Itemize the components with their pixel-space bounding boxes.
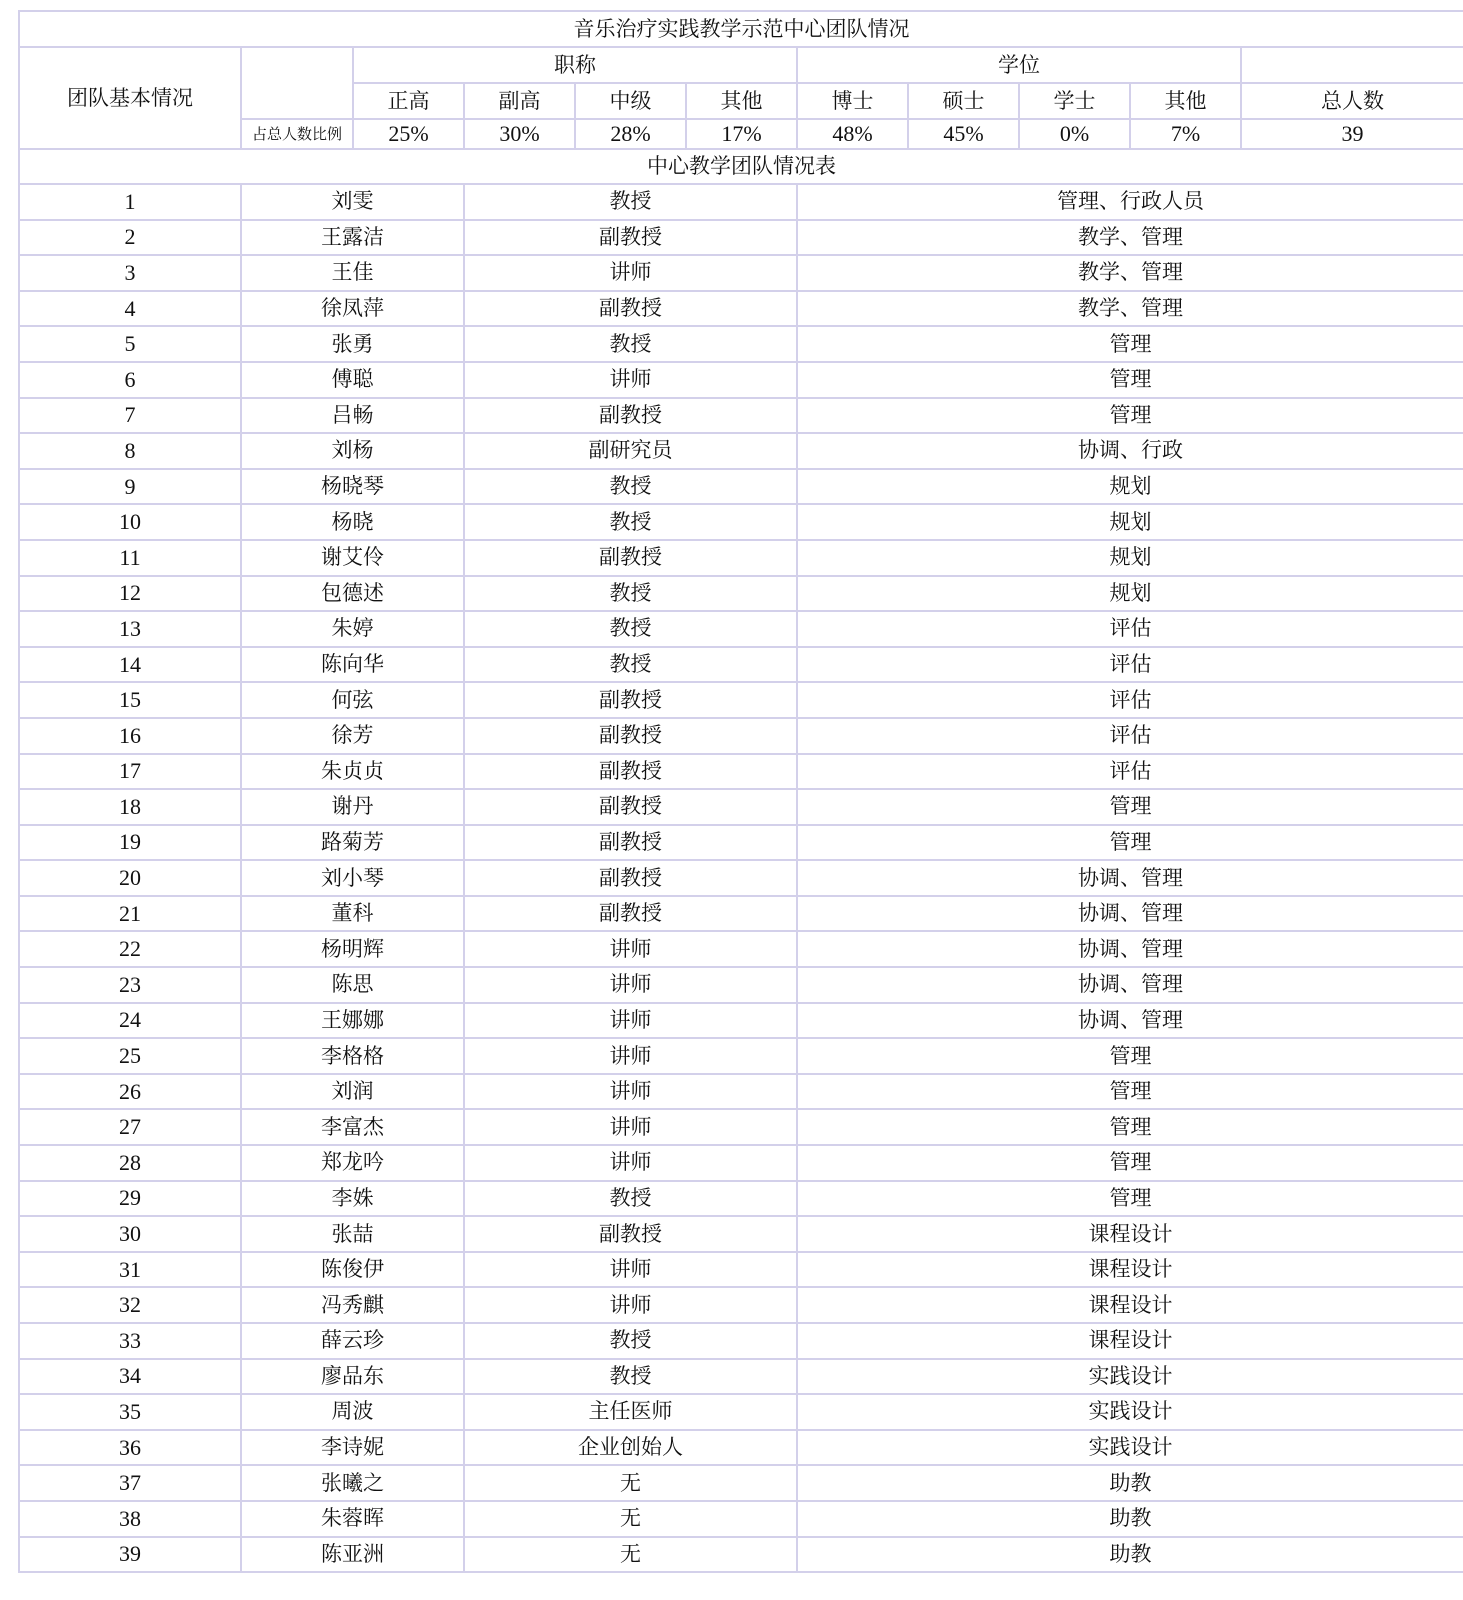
member-role: 评估: [797, 718, 1463, 754]
member-title: 无: [464, 1537, 797, 1573]
table-row: [19, 326, 1463, 362]
title-header-associate: 副高: [464, 83, 575, 119]
member-title: 教授: [464, 184, 797, 220]
total-count: 39: [1241, 119, 1463, 149]
member-role: 管理: [797, 362, 1463, 398]
member-name: 杨明辉: [241, 931, 464, 967]
member-name: 李格格: [241, 1038, 464, 1074]
member-role: 管理: [797, 398, 1463, 434]
member-number: 21: [19, 896, 241, 932]
table-row: [19, 1038, 1463, 1074]
member-title: 教授: [464, 1323, 797, 1359]
member-title: 教授: [464, 647, 797, 683]
member-number: 17: [19, 754, 241, 790]
member-role: 课程设计: [797, 1252, 1463, 1288]
member-title: 无: [464, 1501, 797, 1537]
member-name: 刘杨: [241, 433, 464, 469]
table-row: [19, 1216, 1463, 1252]
member-name: 谢艾伶: [241, 540, 464, 576]
member-role: 协调、行政: [797, 433, 1463, 469]
degree-header-doctor: 博士: [797, 83, 908, 119]
team-table: [18, 10, 1463, 1573]
member-title: 教授: [464, 1359, 797, 1395]
member-name: 路菊芳: [241, 825, 464, 861]
member-number: 12: [19, 576, 241, 612]
member-title: 副教授: [464, 860, 797, 896]
table-row: [19, 789, 1463, 825]
table-row: [19, 860, 1463, 896]
member-title: 讲师: [464, 1038, 797, 1074]
member-name: 廖品东: [241, 1359, 464, 1395]
member-name: 刘润: [241, 1074, 464, 1110]
table-row: [19, 718, 1463, 754]
member-title: 讲师: [464, 967, 797, 1003]
member-number: 38: [19, 1501, 241, 1537]
member-title: 副教授: [464, 1216, 797, 1252]
degree-ratio-doctor: 48%: [797, 119, 908, 149]
member-name: 徐芳: [241, 718, 464, 754]
member-role: 协调、管理: [797, 860, 1463, 896]
member-number: 37: [19, 1465, 241, 1501]
table-row: [19, 1252, 1463, 1288]
member-title: 副研究员: [464, 433, 797, 469]
table-row: [19, 1181, 1463, 1217]
title-ratio-intermediate: 28%: [575, 119, 686, 149]
member-role: 助教: [797, 1537, 1463, 1573]
table-row: [19, 1074, 1463, 1110]
degree-ratio-master: 45%: [908, 119, 1019, 149]
member-title: 教授: [464, 576, 797, 612]
member-role: 助教: [797, 1501, 1463, 1537]
table-row: [19, 754, 1463, 790]
member-title: 讲师: [464, 1252, 797, 1288]
member-role: 规划: [797, 576, 1463, 612]
table-row: [19, 255, 1463, 291]
title-header-professor: 正高: [353, 83, 464, 119]
member-name: 陈亚洲: [241, 1537, 464, 1573]
member-title: 副教授: [464, 682, 797, 718]
member-number: 28: [19, 1145, 241, 1181]
member-number: 7: [19, 398, 241, 434]
member-role: 管理: [797, 1074, 1463, 1110]
member-role: 实践设计: [797, 1394, 1463, 1430]
member-number: 3: [19, 255, 241, 291]
member-role: 评估: [797, 611, 1463, 647]
member-role: 协调、管理: [797, 1003, 1463, 1039]
member-role: 管理: [797, 1038, 1463, 1074]
member-number: 10: [19, 504, 241, 540]
member-name: 陈俊伊: [241, 1252, 464, 1288]
team-sheet: [18, 10, 1443, 1573]
member-number: 34: [19, 1359, 241, 1395]
summary-row-label: 团队基本情况: [19, 47, 241, 149]
member-title: 讲师: [464, 1003, 797, 1039]
member-role: 管理: [797, 1145, 1463, 1181]
member-number: 39: [19, 1537, 241, 1573]
member-title: 副教授: [464, 896, 797, 932]
member-role: 评估: [797, 682, 1463, 718]
member-number: 9: [19, 469, 241, 505]
table-row: [19, 825, 1463, 861]
table-row: [19, 1109, 1463, 1145]
member-number: 25: [19, 1038, 241, 1074]
table-row: [19, 967, 1463, 1003]
table-row: [19, 398, 1463, 434]
member-number: 13: [19, 611, 241, 647]
table-row: [19, 1430, 1463, 1466]
table-row: [19, 1003, 1463, 1039]
member-name: 傅聪: [241, 362, 464, 398]
member-title: 副教授: [464, 825, 797, 861]
member-number: 20: [19, 860, 241, 896]
member-name: 朱蓉晖: [241, 1501, 464, 1537]
member-title: 讲师: [464, 255, 797, 291]
member-role: 教学、管理: [797, 220, 1463, 256]
table-row: [19, 1287, 1463, 1323]
member-title: 副教授: [464, 398, 797, 434]
member-title: 副教授: [464, 220, 797, 256]
table-row: [19, 611, 1463, 647]
member-number: 31: [19, 1252, 241, 1288]
member-number: 32: [19, 1287, 241, 1323]
member-number: 14: [19, 647, 241, 683]
member-name: 吕畅: [241, 398, 464, 434]
member-title: 讲师: [464, 362, 797, 398]
member-number: 29: [19, 1181, 241, 1217]
member-role: 协调、管理: [797, 967, 1463, 1003]
member-number: 36: [19, 1430, 241, 1466]
member-number: 22: [19, 931, 241, 967]
member-role: 评估: [797, 754, 1463, 790]
member-number: 19: [19, 825, 241, 861]
member-name: 冯秀麒: [241, 1287, 464, 1323]
table-row: [19, 504, 1463, 540]
member-title: 教授: [464, 611, 797, 647]
table-row: [19, 1394, 1463, 1430]
member-role: 规划: [797, 469, 1463, 505]
member-number: 4: [19, 291, 241, 327]
member-number: 26: [19, 1074, 241, 1110]
total-group-blank: [1241, 47, 1463, 83]
page-title: 音乐治疗实践教学示范中心团队情况: [19, 11, 1463, 47]
member-title: 主任医师: [464, 1394, 797, 1430]
member-title: 讲师: [464, 931, 797, 967]
table-row: [19, 1145, 1463, 1181]
ratio-label: 占总人数比例: [241, 119, 353, 149]
member-role: 协调、管理: [797, 896, 1463, 932]
member-number: 5: [19, 326, 241, 362]
member-role: 助教: [797, 1465, 1463, 1501]
degree-ratio-bachelor: 0%: [1019, 119, 1130, 149]
member-number: 2: [19, 220, 241, 256]
member-name: 张勇: [241, 326, 464, 362]
member-name: 张喆: [241, 1216, 464, 1252]
member-role: 教学、管理: [797, 255, 1463, 291]
member-title: 教授: [464, 326, 797, 362]
table-row: [19, 1501, 1463, 1537]
member-title: 讲师: [464, 1074, 797, 1110]
member-name: 杨晓琴: [241, 469, 464, 505]
member-name: 刘小琴: [241, 860, 464, 896]
member-title: 讲师: [464, 1287, 797, 1323]
table-row: [19, 896, 1463, 932]
member-role: 管理: [797, 789, 1463, 825]
member-role: 实践设计: [797, 1430, 1463, 1466]
member-name: 杨晓: [241, 504, 464, 540]
degree-header-other: 其他: [1130, 83, 1241, 119]
member-number: 15: [19, 682, 241, 718]
member-number: 1: [19, 184, 241, 220]
member-role: 实践设计: [797, 1359, 1463, 1395]
member-role: 管理: [797, 326, 1463, 362]
member-role: 课程设计: [797, 1287, 1463, 1323]
member-name: 谢丹: [241, 789, 464, 825]
member-number: 35: [19, 1394, 241, 1430]
degree-header-master: 硕士: [908, 83, 1019, 119]
title-header-other: 其他: [686, 83, 797, 119]
member-name: 朱贞贞: [241, 754, 464, 790]
degree-ratio-other: 7%: [1130, 119, 1241, 149]
member-name: 郑龙吟: [241, 1145, 464, 1181]
table-row: [19, 1537, 1463, 1573]
member-title: 无: [464, 1465, 797, 1501]
member-title: 教授: [464, 504, 797, 540]
member-role: 管理、行政人员: [797, 184, 1463, 220]
member-number: 24: [19, 1003, 241, 1039]
member-number: 33: [19, 1323, 241, 1359]
member-number: 8: [19, 433, 241, 469]
team-table-title: 中心教学团队情况表: [19, 149, 1463, 184]
table-row: [19, 362, 1463, 398]
title-header-intermediate: 中级: [575, 83, 686, 119]
member-role: 管理: [797, 1109, 1463, 1145]
member-number: 30: [19, 1216, 241, 1252]
member-title: 副教授: [464, 718, 797, 754]
table-row: [19, 931, 1463, 967]
member-role: 协调、管理: [797, 931, 1463, 967]
member-title: 副教授: [464, 291, 797, 327]
member-name: 李诗妮: [241, 1430, 464, 1466]
table-row: [19, 1359, 1463, 1395]
title-ratio-other: 17%: [686, 119, 797, 149]
member-name: 周波: [241, 1394, 464, 1430]
member-name: 薛云珍: [241, 1323, 464, 1359]
member-number: 11: [19, 540, 241, 576]
member-role: 规划: [797, 540, 1463, 576]
table-row: [19, 184, 1463, 220]
degree-group-header: 学位: [797, 47, 1241, 83]
member-role: 教学、管理: [797, 291, 1463, 327]
member-title: 讲师: [464, 1109, 797, 1145]
member-name: 李姝: [241, 1181, 464, 1217]
member-title: 副教授: [464, 789, 797, 825]
table-row: [19, 1323, 1463, 1359]
table-row: [19, 469, 1463, 505]
member-name: 包德述: [241, 576, 464, 612]
member-role: 管理: [797, 1181, 1463, 1217]
member-number: 18: [19, 789, 241, 825]
member-role: 规划: [797, 504, 1463, 540]
table-row: [19, 433, 1463, 469]
member-number: 23: [19, 967, 241, 1003]
member-title: 副教授: [464, 754, 797, 790]
table-row: [19, 220, 1463, 256]
title-ratio-associate: 30%: [464, 119, 575, 149]
title-ratio-professor: 25%: [353, 119, 464, 149]
member-role: 评估: [797, 647, 1463, 683]
member-name: 徐凤萍: [241, 291, 464, 327]
member-number: 6: [19, 362, 241, 398]
member-number: 16: [19, 718, 241, 754]
member-title: 企业创始人: [464, 1430, 797, 1466]
member-name: 董科: [241, 896, 464, 932]
member-name: 朱婷: [241, 611, 464, 647]
member-name: 刘雯: [241, 184, 464, 220]
member-title: 讲师: [464, 1145, 797, 1181]
member-title: 教授: [464, 469, 797, 505]
member-name: 王娜娜: [241, 1003, 464, 1039]
member-title: 副教授: [464, 540, 797, 576]
member-name: 陈思: [241, 967, 464, 1003]
member-name: 陈向华: [241, 647, 464, 683]
member-role: 管理: [797, 825, 1463, 861]
member-name: 李富杰: [241, 1109, 464, 1145]
member-name: 何弦: [241, 682, 464, 718]
member-title: 教授: [464, 1181, 797, 1217]
table-row: [19, 540, 1463, 576]
title-group-header: 职称: [353, 47, 797, 83]
member-name: 王佳: [241, 255, 464, 291]
member-name: 张曦之: [241, 1465, 464, 1501]
total-header: 总人数: [1241, 83, 1463, 119]
table-row: [19, 576, 1463, 612]
table-row: [19, 647, 1463, 683]
table-row: [19, 682, 1463, 718]
degree-header-bachelor: 学士: [1019, 83, 1130, 119]
table-row: [19, 1465, 1463, 1501]
member-role: 课程设计: [797, 1216, 1463, 1252]
member-name: 王露洁: [241, 220, 464, 256]
summary-blank-cell: [241, 47, 353, 119]
member-number: 27: [19, 1109, 241, 1145]
table-row: [19, 291, 1463, 327]
member-role: 课程设计: [797, 1323, 1463, 1359]
